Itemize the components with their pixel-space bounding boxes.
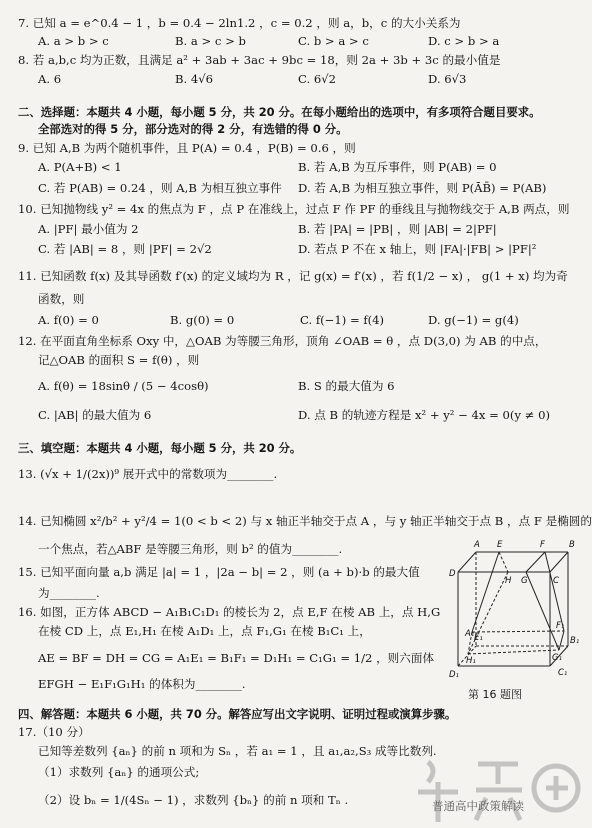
figure-vertex-label: A₁ xyxy=(465,629,475,639)
text-line: A. P(A+B) < 1 xyxy=(38,160,122,174)
text-line: D. 若点 P 不在 x 轴上，则 |FA|·|FB| > |PF|² xyxy=(298,242,537,256)
cube-figure xyxy=(448,536,584,686)
section-heading: 三、填空题：本题共 4 小题，每小题 5 分，共 20 分。 xyxy=(18,441,302,455)
text-line: C. b > a > c xyxy=(298,34,369,48)
text-line: D. 若 A,B 为相互独立事件，则 P(ĀB̄) = P(AB) xyxy=(298,181,547,195)
text-line: A. f(θ) = 18sinθ / (5 − 4cosθ) xyxy=(38,379,209,393)
figure-vertex-label: H xyxy=(505,576,512,586)
text-line: B. a > c > b xyxy=(175,34,246,48)
text-line: D. 点 B 的轨迹方程是 x² + y² − 4x = 0(y ≠ 0) xyxy=(298,408,550,422)
text-line: 8. 若 a,b,c 均为正数，且满足 a² + 3ab + 3ac + 9bc = 18，则 2a + 3b + 3c 的最小值是 xyxy=(18,53,501,67)
text-line: 13. (√x + 1/(2x))⁹ 展开式中的常数项为________. xyxy=(18,467,278,481)
text-line: C. |AB| 的最大值为 6 xyxy=(38,408,152,422)
figure-vertex-label: F₁ xyxy=(556,621,565,631)
text-line: C. 若 |AB| = 8 ，则 |PF| = 2√2 xyxy=(38,242,212,256)
text-line: B. 4√6 xyxy=(175,72,214,86)
figure-vertex-label: D xyxy=(449,569,456,579)
figure-vertex-label: G₁ xyxy=(552,653,562,663)
figure-vertex-label: F xyxy=(540,540,545,550)
text-line: C. f(−1) = f(4) xyxy=(300,313,385,327)
text-line: B. 若 |PA| = |PB| ，则 |AB| = 2|PF| xyxy=(298,222,497,236)
text-line: B. 若 A,B 为互斥事件，则 P(AB) = 0 xyxy=(298,160,497,174)
text-line: 已知等差数列 {aₙ} 的前 n 项和为 Sₙ ，若 a₁ = 1 ，且 a₁,a₂,S₃ 成等比数列. xyxy=(38,744,437,758)
text-line: D. c > b > a xyxy=(428,34,500,48)
text-line: 15. 已知平面向量 a,b 满足 |a| = 1 ，|2a − b| = 2 ，则 (a + b)·b 的最大值 xyxy=(18,565,420,579)
text-line: A. 6 xyxy=(38,72,62,86)
text-line: 16. 如图，正方体 ABCD − A₁B₁C₁D₁ 的棱长为 2，点 E,F 在棱 AB 上，点 H,G xyxy=(18,605,441,619)
text-line: （1）求数列 {aₙ} 的通项公式; xyxy=(38,765,200,779)
figure-vertex-label: E₁ xyxy=(474,633,483,643)
figure-vertex-label: B₁ xyxy=(570,636,580,646)
text-line: EFGH − E₁F₁G₁H₁ 的体积为________. xyxy=(38,677,246,691)
text-line: D. 6√3 xyxy=(428,72,467,86)
section-heading: 全部选对的得 5 分，部分选对的得 2 分，有选错的得 0 分。 xyxy=(38,122,348,136)
text-line: B. S 的最大值为 6 xyxy=(298,379,395,393)
text-line: 记△OAB 的面积 S = f(θ) ，则 xyxy=(38,353,200,367)
text-line: 在棱 CD 上，点 E₁,H₁ 在棱 A₁D₁ 上，点 F₁,G₁ 在棱 B₁C₁ 上， xyxy=(38,624,371,638)
figure-vertex-label: E xyxy=(497,540,503,550)
figure-vertex-label: G xyxy=(521,576,528,586)
text-line: 11. 已知函数 f(x) 及其导函数 f′(x) 的定义域均为 R ，记 g(x) = f′(x) ，若 f(1/2 − x) ， g(1 + x) 均为奇 xyxy=(18,269,568,283)
text-line: 一个焦点，若△ABF 是等腰三角形，则 b² 的值为________. xyxy=(38,542,343,556)
text-line: 17.（10 分） xyxy=(18,725,90,739)
text-line: 10. 已知抛物线 y² = 4x 的焦点为 F ，点 P 在准线上，过点 F 作 PF 的垂线且与抛物线交于 A,B 两点，则 xyxy=(18,202,570,216)
text-line: A. f(0) = 0 xyxy=(38,313,99,327)
text-line: 为________. xyxy=(38,586,100,600)
text-line: （2）设 bₙ = 1/(4Sₙ − 1) ，求数列 {bₙ} 的前 n 项和 Tₙ . xyxy=(38,793,349,807)
text-line: D. g(−1) = g(4) xyxy=(428,313,519,327)
text-line: C. 6√2 xyxy=(298,72,336,86)
text-line: B. g(0) = 0 xyxy=(170,313,235,327)
text-line: A. |PF| 最小值为 2 xyxy=(38,222,139,236)
watermark-logo xyxy=(398,752,586,826)
figure-vertex-label: H₁ xyxy=(466,656,476,666)
watermark-text: 普通高中政策解读 xyxy=(432,799,524,813)
section-heading: 四、解答题：本题共 6 小题，共 70 分。解答应写出文字说明、证明过程或演算步骤。 xyxy=(18,707,457,721)
text-line: A. a > b > c xyxy=(38,34,109,48)
text-line: AE = BF = DH = CG = A₁E₁ = B₁F₁ = D₁H₁ = C₁G₁ = 1/2 ，则六面体 xyxy=(38,651,435,665)
figure-vertex-label: C xyxy=(553,576,559,586)
text-line: 函数，则 xyxy=(38,292,85,306)
figure-caption: 第 16 题图 xyxy=(468,688,522,701)
figure-vertex-label: D₁ xyxy=(449,670,459,680)
text-line: 14. 已知椭圆 x²/b² + y²/4 = 1(0 < b < 2) 与 x 轴正半轴交于点 A ，与 y 轴正半轴交于点 B ，点 F 是椭圆的 xyxy=(18,514,592,528)
figure-vertex-label: B xyxy=(569,540,575,550)
text-line: 12. 在平面直角坐标系 Oxy 中，△OAB 为等腰三角形，顶角 ∠OAB = θ ，点 D(3,0) 为 AB 的中点， xyxy=(18,334,547,348)
text-line: 9. 已知 A,B 为两个随机事件，且 P(A) = 0.4 ，P(B) = 0.6 ，则 xyxy=(18,141,356,155)
text-line: C. 若 P(AB) = 0.24 ，则 A,B 为相互独立事件 xyxy=(38,181,282,195)
figure-vertex-label: C₁ xyxy=(558,668,568,678)
section-heading: 二、选择题：本题共 4 小题，每小题 5 分，共 20 分。在每小题给出的选项中，有多项符合题目要求。 xyxy=(18,105,541,119)
figure-vertex-label: A xyxy=(474,540,480,550)
text-line: 7. 已知 a = e^0.4 − 1 ，b = 0.4 − 2ln1.2 ，c = 0.2 ，则 a，b，c 的大小关系为 xyxy=(18,16,461,30)
